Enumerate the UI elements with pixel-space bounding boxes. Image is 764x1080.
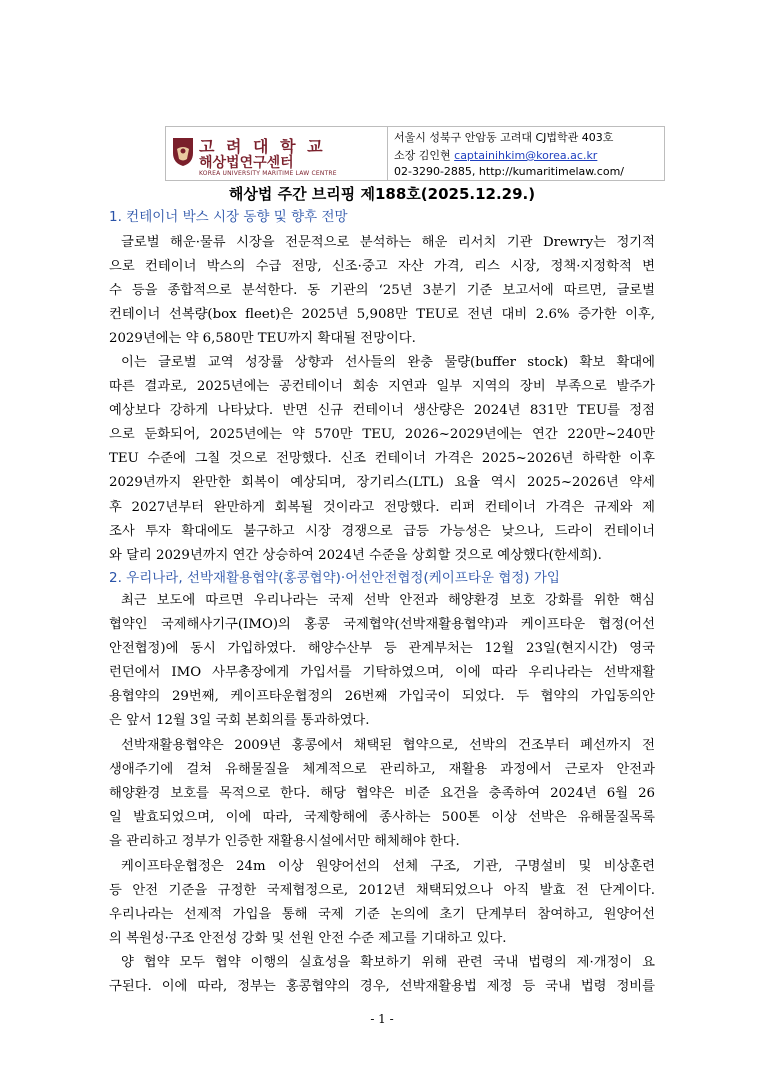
paragraph	[109, 951, 655, 999]
page-number: - 1 -	[370, 1012, 394, 1026]
section-heading: 1. 컨테이너 박스 시장 동향 및 향후 전망	[109, 209, 348, 225]
text-line: 용협약의 29번째, 케이프타운협정의 26번째 가입국이 되었다. 두 협약의 가입동의안	[109, 689, 655, 705]
text-line: 따른 결과로, 2025년에는 공컨테이너 회송 지연과 일부 지역의 장비 부족으로 발주가	[109, 379, 655, 395]
text-line: 일 발효되었으며, 이에 따라, 국제항해에 종사하는 500톤 이상 선박은 유해물질목록	[109, 810, 655, 826]
text-line: 선박재활용협약은 2009년 홍콩에서 채택된 협약으로, 선박의 건조부터 폐선까지 전	[121, 738, 655, 753]
text-line: 으로 컨테이너 박스의 수급 전망, 신조·중고 자산 가격, 리스 시장, 정책·지정학적 변	[109, 259, 655, 275]
section-heading: 2. 우리나라, 선박재활용협약(홍콩협약)·어선안전협정(케이프타운 협정) 가입	[109, 570, 560, 586]
logo-english-name: KOREA UNIVERSITY MARITIME LAW CENTRE	[199, 170, 337, 177]
text-line: 구된다. 이에 따라, 정부는 홍콩협약의 경우, 선박재활용법 제정 등 국내 법령 정비를	[109, 979, 655, 995]
text-line: 2029년까지 완만한 회복이 예상되며, 장기리스(LTL) 요율 역시 2025~2026년 약세	[109, 475, 655, 491]
page-title: 해상법 주간 브리핑 제188호(2025.12.29.)	[228, 185, 536, 203]
letterhead	[165, 126, 665, 181]
text-line: 이는 글로벌 교역 성장률 상향과 선사들의 완충 물량(buffer stock) 확보 확대에	[121, 355, 655, 370]
university-emblem-icon	[172, 137, 194, 167]
center-logo	[165, 126, 387, 181]
text-line: 최근 보도에 따르면 우리나라는 국제 선박 안전과 해양환경 보호 강화를 위한 핵심	[121, 593, 655, 608]
paragraph	[109, 231, 655, 351]
text-line: 와 달리 2029년까지 연간 상승하여 2024년 수준을 상회할 것으로 예상했다(한세희).	[109, 547, 602, 563]
text-line: 컨테이너 선복량(box fleet)은 2025년 5,908만 TEU로 전년 대비 2.6% 증가한 이후,	[109, 307, 655, 323]
text-line: 예상보다 강하게 나타났다. 반면 신규 컨테이너 생산량은 2024년 831만 TEU를 정점	[109, 403, 655, 419]
logo-university-name: 고 려 대 학 교	[199, 137, 326, 156]
text-line: TEU 수준에 그칠 것으로 전망했다. 신조 컨테이너 가격은 2025~2026년 하락한 이후	[109, 451, 655, 467]
logo-center-name: 해상법연구센터	[199, 155, 294, 171]
text-line: 의 복원성·구조 안전성 강화 및 선원 안전 수준 제고를 기대하고 있다.	[109, 931, 507, 947]
paragraph	[109, 734, 655, 854]
text-line: 은 앞서 12월 3일 국회 본회의를 통과하였다.	[109, 713, 370, 729]
director-line	[394, 147, 597, 163]
text-line: 수 등을 종합적으로 분석한다. 동 기관의 ‘25년 3분기 기준 보고서에 따르면, 글로벌	[109, 283, 655, 299]
text-line: 글로벌 해운·물류 시장을 전문적으로 분석하는 해운 리서치 기관 Drewry는 정기적	[121, 235, 655, 250]
director-label: 소장 김인현	[394, 149, 451, 162]
text-line: 2029년에는 약 6,580만 TEU까지 확대될 전망이다.	[109, 331, 416, 347]
contact-info	[387, 126, 665, 181]
text-line: 조사 투자 확대에도 불구하고 시장 경쟁으로 급등 가능성은 낮으나, 드라이 컨테이너	[109, 523, 655, 539]
text-line: 등 안전 기준을 규정한 국제협정으로, 2012년 채택되었으나 아직 발효 전 단계이다.	[109, 883, 655, 899]
email-link[interactable]: captainihkim@korea.ac.kr	[454, 149, 598, 162]
phone-url[interactable]: 02-3290-2885, http://kumaritimelaw.com/	[394, 165, 624, 178]
text-line: 을 관리하고 정부가 인증한 재활용시설에서만 해체해야 한다.	[109, 834, 460, 850]
text-line: 해양환경 보호를 목적으로 한다. 해당 협약은 비준 요건을 충족하여 2024년 6월 26	[109, 786, 655, 802]
address: 서울시 성북구 안암동 고려대 CJ법학관 403호	[394, 131, 614, 144]
text-line: 안전협정)에 동시 가입하였다. 해양수산부 등 관계부처는 12월 23일(현지시간) 영국	[109, 641, 655, 657]
text-line: 케이프타운협정은 24m 이상 원양어선의 선체 구조, 기관, 구명설비 및 비상훈련	[121, 859, 655, 874]
paragraph	[109, 351, 655, 568]
text-line: 런던에서 IMO 사무총장에게 가입서를 기탁하였으며, 이에 따라 우리나라는 선박재활	[109, 665, 655, 681]
text-line: 양 협약 모두 협약 이행의 실효성을 확보하기 위해 관련 국내 법령의 제·개정이 요	[121, 955, 655, 970]
text-line: 으로 둔화되어, 2025년에는 약 570만 TEU, 2026~2029년에는 연간 220만~240만	[109, 427, 655, 443]
paragraph	[109, 589, 655, 734]
text-line: 생애주기에 걸쳐 유해물질을 체계적으로 관리하고, 재활용 과정에서 근로자 안전과	[109, 762, 655, 778]
text-line: 협약인 국제해사기구(IMO)의 홍콩 국제협약(선박재활용협약)과 케이프타운 협정(어선	[109, 617, 655, 633]
text-line: 우리나라는 선제적 가입을 통해 국제 기준 논의에 초기 단계부터 참여하고, 원양어선	[109, 907, 655, 923]
text-line: 후 2027년부터 완만하게 회복될 것이라고 전망했다. 리퍼 컨테이너 가격은 규제와 제	[109, 499, 655, 515]
paragraph	[109, 855, 655, 951]
